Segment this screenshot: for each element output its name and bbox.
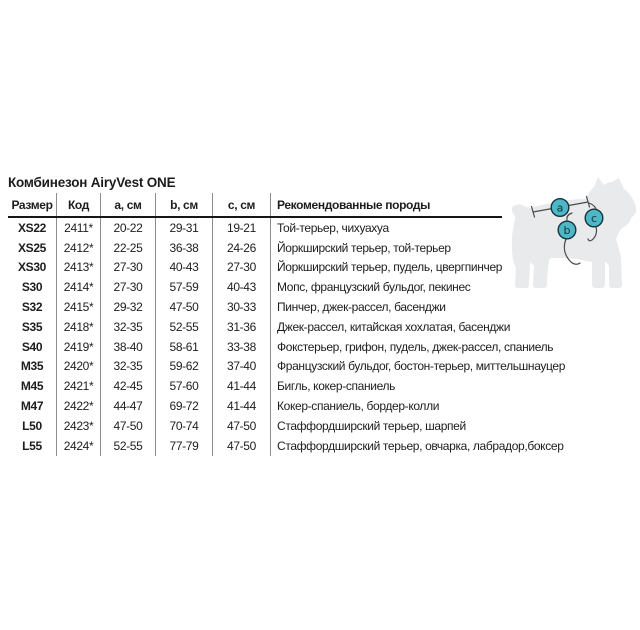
cell-breeds: Фокстерьер, грифон, пудель, джек-рассел, спаниель: [277, 339, 554, 354]
cell-b-cm: 57-59: [156, 277, 213, 297]
cell-code: 2411*: [57, 218, 101, 238]
cell-breeds: Мопс, французский бульдог, пекинес: [277, 280, 471, 295]
cell-a-cm: 42-45: [101, 376, 156, 396]
cell-a-cm: 38-40: [101, 337, 156, 357]
cell-code: 2412*: [57, 238, 101, 258]
dog-measurement-diagram: [502, 160, 640, 302]
cell-c-cm: 40-43: [213, 277, 271, 297]
cell-b-cm: 57-60: [156, 376, 213, 396]
cell-a-cm: 52-55: [101, 436, 156, 456]
table-row: [8, 396, 502, 416]
header-b-cm: b, см: [156, 193, 213, 216]
cell-b-cm: 70-74: [156, 416, 213, 436]
cell-b-cm: 77-79: [156, 436, 213, 456]
marker-b: [558, 221, 576, 239]
marker-a-label: a: [556, 201, 564, 215]
cell-b-cm: 40-43: [156, 258, 213, 278]
cell-c-cm: 41-44: [213, 376, 271, 396]
page-title: Комбинезон AiryVest ONE: [8, 175, 176, 190]
marker-c: [585, 209, 603, 227]
table-row: [8, 357, 566, 377]
table-row: [8, 376, 502, 396]
cell-code: 2419*: [57, 337, 101, 357]
cell-size: XS22: [8, 218, 57, 238]
cell-b-cm: 69-72: [156, 396, 213, 416]
cell-size: XS25: [8, 238, 57, 258]
cell-size: XS30: [8, 258, 57, 278]
cell-c-cm: 41-44: [213, 396, 271, 416]
table-body: [8, 218, 566, 456]
cell-breeds: Йоркширский терьер, пудель, цвергпинчер: [277, 260, 503, 275]
cell-a-cm: 22-25: [101, 238, 156, 258]
cell-size: S30: [8, 277, 57, 297]
cell-c-cm: 27-30: [213, 258, 271, 278]
cell-size: L50: [8, 416, 57, 436]
header-breeds: Рекомендованные породы: [277, 197, 431, 212]
cell-size: S35: [8, 317, 57, 337]
cell-a-cm: 27-30: [101, 277, 156, 297]
table-row: [8, 277, 502, 297]
marker-c-label: c: [590, 212, 598, 225]
table-row: [8, 297, 502, 317]
cell-b-cm: 59-62: [156, 357, 213, 377]
cell-a-cm: 20-22: [101, 218, 156, 238]
cell-b-cm: 52-55: [156, 317, 213, 337]
cell-a-cm: 32-35: [101, 357, 156, 377]
cell-a-cm: 27-30: [101, 258, 156, 278]
header-a-cm: a, см: [101, 193, 156, 216]
cell-size: M45: [8, 376, 57, 396]
cell-a-cm: 47-50: [101, 416, 156, 436]
cell-breeds: Йоркширский терьер, той-терьер: [277, 240, 451, 255]
cell-code: 2420*: [57, 357, 101, 377]
table-row: [8, 218, 502, 238]
cell-size: M35: [8, 357, 57, 377]
table-row: [8, 416, 502, 436]
cell-c-cm: 31-36: [213, 317, 271, 337]
table-header-row: [8, 193, 502, 218]
cell-a-cm: 44-47: [101, 396, 156, 416]
table-row: [8, 317, 511, 337]
cell-c-cm: 24-26: [213, 238, 271, 258]
cell-breeds: Бигль, кокер-спаниель: [277, 379, 396, 394]
table-row: [8, 238, 502, 258]
cell-code: 2413*: [57, 258, 101, 278]
header-code: Код: [57, 193, 101, 216]
header-c-cm: c, см: [213, 193, 271, 216]
cell-breeds: Пинчер, джек-рассел, басенджи: [277, 300, 446, 315]
cell-code: 2423*: [57, 416, 101, 436]
header-size: Размер: [8, 193, 57, 216]
cell-code: 2415*: [57, 297, 101, 317]
table-row: [8, 436, 564, 456]
cell-b-cm: 47-50: [156, 297, 213, 317]
cell-code: 2421*: [57, 376, 101, 396]
cell-c-cm: 33-38: [213, 337, 271, 357]
cell-b-cm: 36-38: [156, 238, 213, 258]
cell-c-cm: 19-21: [213, 218, 271, 238]
cell-a-cm: 29-32: [101, 297, 156, 317]
cell-size: S40: [8, 337, 57, 357]
cell-breeds: Французский бульдог, бостон-терьер, миттельшнауцер: [277, 359, 566, 374]
cell-b-cm: 58-61: [156, 337, 213, 357]
cell-size: S32: [8, 297, 57, 317]
cell-c-cm: 47-50: [213, 436, 271, 456]
cell-size: L55: [8, 436, 57, 456]
cell-breeds: Той-терьер, чихуахуа: [277, 220, 389, 235]
cell-a-cm: 32-35: [101, 317, 156, 337]
marker-b-label: b: [563, 224, 571, 237]
cell-breeds: Стаффордширский терьер, овчарка, лабрадор,боксер: [277, 438, 564, 453]
cell-breeds: Стаффордширский терьер, шарпей: [277, 418, 466, 433]
cell-code: 2424*: [57, 436, 101, 456]
cell-breeds: Джек-рассел, китайская хохлатая, басенджи: [277, 319, 511, 334]
cell-c-cm: 47-50: [213, 416, 271, 436]
marker-a: [551, 199, 569, 217]
cell-c-cm: 30-33: [213, 297, 271, 317]
cell-breeds: Кокер-спаниель, бордер-колли: [277, 399, 440, 414]
cell-code: 2422*: [57, 396, 101, 416]
cell-c-cm: 37-40: [213, 357, 271, 377]
table-row: [8, 258, 502, 278]
cell-code: 2414*: [57, 277, 101, 297]
table-row: [8, 337, 554, 357]
cell-code: 2418*: [57, 317, 101, 337]
cell-size: M47: [8, 396, 57, 416]
cell-b-cm: 29-31: [156, 218, 213, 238]
size-table: [8, 193, 566, 456]
